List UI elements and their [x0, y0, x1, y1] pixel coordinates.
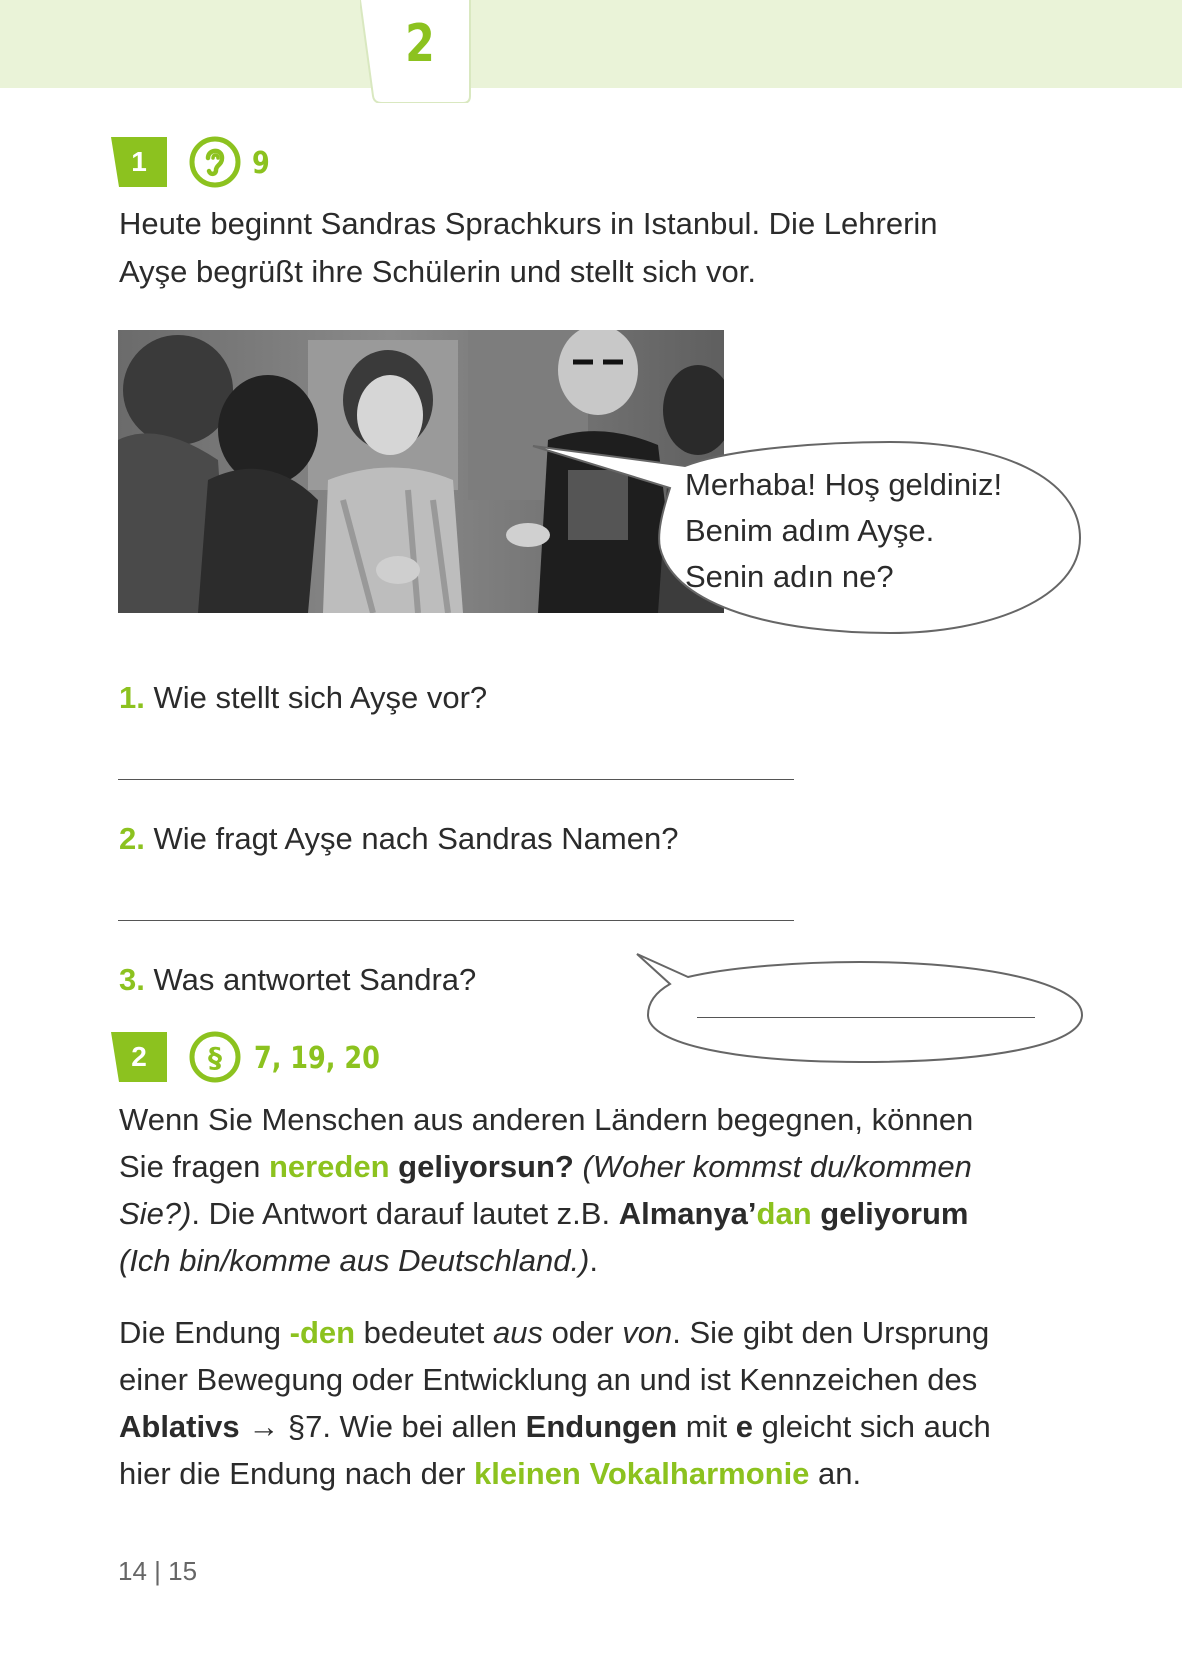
question-text: Wie fragt Ayşe nach Sandras Namen?	[153, 821, 679, 856]
chapter-number: 2	[405, 14, 435, 74]
answer-line-2[interactable]	[118, 920, 794, 921]
exercise-2-number: 2	[131, 1041, 147, 1072]
text-span: .	[589, 1243, 598, 1278]
p2-line-3	[119, 1403, 991, 1450]
text-span: oder	[542, 1315, 623, 1350]
exercise-1-intro-line-1: Heute beginnt Sandras Sprachkurs in Istanbul. Die Lehrerin	[119, 206, 938, 241]
text-span: gleicht sich auch	[753, 1409, 991, 1444]
text-span: bedeutet	[355, 1315, 493, 1350]
bold-geliyorsun: geliyorsun?	[398, 1149, 574, 1184]
highlight-vokalharmonie: kleinen Vokalharmonie	[474, 1456, 810, 1491]
question-text: Wie stellt sich Ayşe vor?	[153, 680, 488, 715]
question-text: Was antwortet Sandra?	[153, 962, 477, 997]
audio-track-number: 9	[252, 146, 270, 181]
question-number: 2.	[119, 821, 145, 856]
italic-von: von	[622, 1315, 673, 1350]
answer-speech-bubble	[630, 950, 1090, 1065]
grammar-references: 7, 19, 20	[254, 1041, 380, 1076]
answer-line-3[interactable]	[697, 1017, 1035, 1018]
text-span: . Die Antwort darauf lautet z.B.	[191, 1196, 619, 1231]
text-span: mit	[677, 1409, 736, 1444]
svg-text:§: §	[208, 1041, 222, 1074]
italic-aus: aus	[492, 1315, 543, 1350]
question-1	[119, 678, 487, 718]
p2-line-2: einer Bewegung oder Entwicklung an und ist Kennzeichen des	[119, 1362, 978, 1397]
italic-translation-2: (Ich bin/komme aus Deutschland.)	[119, 1243, 590, 1278]
bubble-line-2: Benim adım Ayşe.	[685, 513, 935, 548]
paragraph-icon	[189, 1031, 241, 1083]
p2-line-1	[119, 1309, 989, 1356]
text-span: an.	[809, 1456, 862, 1491]
italic-translation: (Woher kommst du/kommen	[582, 1149, 972, 1184]
chapter-tab-band	[0, 0, 1182, 88]
highlight-den: -den	[289, 1315, 356, 1350]
bold-ablativs: Ablativs	[119, 1409, 240, 1444]
bold-endungen: Endungen	[525, 1409, 678, 1444]
bold-almanya: Almanya’	[618, 1196, 757, 1231]
question-2	[119, 819, 678, 859]
text-span	[574, 1149, 583, 1184]
p1-line-3	[119, 1190, 968, 1237]
bold-e: e	[735, 1409, 753, 1444]
bold-geliyorum: geliyorum	[820, 1196, 969, 1231]
text-span: Die Endung	[119, 1315, 290, 1350]
text-span: . Sie gibt den Ursprung	[672, 1315, 990, 1350]
page-numbers: 14 | 15	[118, 1556, 198, 1586]
text-span: hier die Endung nach der	[119, 1456, 475, 1491]
bubble-line-1: Merhaba! Hoş geldiniz!	[685, 467, 1003, 502]
exercise-1-intro-line-2: Ayşe begrüßt ihre Schülerin und stellt sich vor.	[119, 254, 756, 289]
answer-line-1[interactable]	[118, 779, 794, 780]
highlight-dan: dan	[756, 1196, 812, 1231]
text-span	[390, 1149, 399, 1184]
bubble-line-3: Senin adın ne?	[685, 559, 894, 594]
ear-icon	[189, 136, 241, 188]
question-3	[119, 960, 476, 1000]
p1-line-4	[119, 1237, 598, 1284]
p1-line-2	[119, 1143, 972, 1190]
italic-translation-end: Sie?)	[119, 1196, 192, 1231]
text-span: Sie fragen	[119, 1149, 269, 1184]
question-number: 1.	[119, 680, 145, 715]
text-span: → §7. Wie bei allen	[239, 1409, 526, 1444]
text-span	[812, 1196, 821, 1231]
question-number: 3.	[119, 962, 145, 997]
highlight-nereden: nereden	[268, 1149, 390, 1184]
p2-line-4	[119, 1450, 861, 1497]
exercise-1-number: 1	[131, 146, 147, 177]
p1-line-1: Wenn Sie Menschen aus anderen Ländern begegnen, können	[119, 1102, 974, 1137]
